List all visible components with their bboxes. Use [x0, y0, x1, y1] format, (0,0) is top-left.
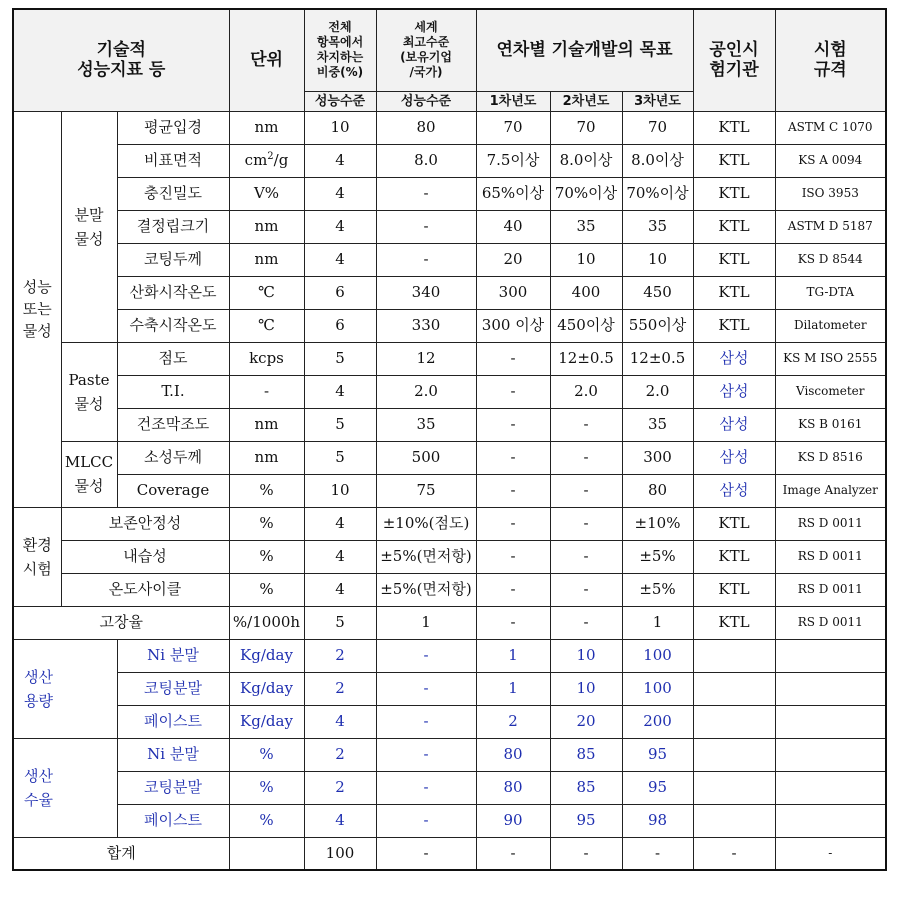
- year2-value: 35: [550, 210, 622, 243]
- world-value: 75: [376, 474, 476, 507]
- year2-value: 8.0이상: [550, 144, 622, 177]
- cert-institute: KTL: [693, 177, 775, 210]
- weight: 5: [304, 606, 376, 639]
- weight-total: 100: [304, 837, 376, 870]
- weight: 6: [304, 309, 376, 342]
- cert-institute: [693, 738, 775, 771]
- year2-value: -: [550, 606, 622, 639]
- year3-value: 8.0이상: [622, 144, 693, 177]
- year3-value: 35: [622, 408, 693, 441]
- table-row: [13, 210, 886, 243]
- test-standard: [775, 705, 886, 738]
- test-standard: TG-DTA: [775, 276, 886, 309]
- unit: nm: [229, 243, 304, 276]
- item-name: 결정립크기: [117, 210, 229, 243]
- weight: 5: [304, 408, 376, 441]
- year1-value: -: [476, 441, 550, 474]
- year2-value: 400: [550, 276, 622, 309]
- test-standard: -: [775, 837, 886, 870]
- test-standard: KS B 0161: [775, 408, 886, 441]
- cert-institute: KTL: [693, 309, 775, 342]
- table-row: [13, 276, 886, 309]
- world-value: -: [376, 771, 476, 804]
- year2-value: 70%이상: [550, 177, 622, 210]
- year1-value: -: [476, 408, 550, 441]
- world-value: -: [376, 210, 476, 243]
- table-row: [13, 573, 886, 606]
- year1-header: 1차년도: [476, 91, 550, 111]
- unit: %: [229, 507, 304, 540]
- year2-value: 85: [550, 771, 622, 804]
- test-standard: Image Analyzer: [775, 474, 886, 507]
- table-row: [13, 804, 886, 837]
- weight: 4: [304, 243, 376, 276]
- world-value: -: [376, 804, 476, 837]
- world-value: -: [376, 837, 476, 870]
- test-standard-header: 시험 규격: [775, 9, 886, 111]
- year3-value: 10: [622, 243, 693, 276]
- year3-value: 70%이상: [622, 177, 693, 210]
- world-value: 8.0: [376, 144, 476, 177]
- year1-value: 90: [476, 804, 550, 837]
- weight: 4: [304, 804, 376, 837]
- weight: 5: [304, 342, 376, 375]
- year3-value: 450: [622, 276, 693, 309]
- unit: %: [229, 738, 304, 771]
- year3-header: 3차년도: [622, 91, 693, 111]
- cert-institute: 삼성: [693, 441, 775, 474]
- year2-value: 450이상: [550, 309, 622, 342]
- year1-value: -: [476, 606, 550, 639]
- unit: kcps: [229, 342, 304, 375]
- cert-institute: [693, 705, 775, 738]
- unit: nm: [229, 111, 304, 144]
- table-row: [13, 408, 886, 441]
- cert-institute: KTL: [693, 111, 775, 144]
- cert-institute: [693, 639, 775, 672]
- world-value: -: [376, 639, 476, 672]
- table-row: [13, 540, 886, 573]
- year3-value: 200: [622, 705, 693, 738]
- unit: V%: [229, 177, 304, 210]
- world-value: 35: [376, 408, 476, 441]
- table-row: [13, 771, 886, 804]
- unit: -: [229, 375, 304, 408]
- year1-value: -: [476, 837, 550, 870]
- year2-value: 10: [550, 243, 622, 276]
- test-standard: RS D 0011: [775, 540, 886, 573]
- item-name: 소성두께: [117, 441, 229, 474]
- year1-value: -: [476, 474, 550, 507]
- item-name: 건조막조도: [117, 408, 229, 441]
- test-standard: ASTM C 1070: [775, 111, 886, 144]
- year1-value: -: [476, 540, 550, 573]
- year3-value: 100: [622, 672, 693, 705]
- year1-value: 1: [476, 672, 550, 705]
- year1-value: 70: [476, 111, 550, 144]
- cert-institute: KTL: [693, 573, 775, 606]
- table-row: [13, 705, 886, 738]
- year3-value: ±5%: [622, 573, 693, 606]
- year1-value: -: [476, 507, 550, 540]
- year1-value: 1: [476, 639, 550, 672]
- cert-institute: KTL: [693, 276, 775, 309]
- unit: [229, 837, 304, 870]
- year3-value: 12±0.5: [622, 342, 693, 375]
- weight: 4: [304, 705, 376, 738]
- item-name: T.I.: [117, 375, 229, 408]
- world-value: ±5%(면저항): [376, 540, 476, 573]
- group-production-capacity: 생산 용량: [13, 639, 117, 738]
- world-value: 2.0: [376, 375, 476, 408]
- year2-value: 12±0.5: [550, 342, 622, 375]
- cert-institute: KTL: [693, 210, 775, 243]
- year3-value: 95: [622, 771, 693, 804]
- world-value: -: [376, 177, 476, 210]
- year2-value: -: [550, 441, 622, 474]
- table-row: [13, 375, 886, 408]
- weight: 10: [304, 474, 376, 507]
- cert-institute: -: [693, 837, 775, 870]
- cert-institute: 삼성: [693, 474, 775, 507]
- item-name: 페이스트: [117, 705, 229, 738]
- yearly-target-header: 연차별 기술개발의 목표: [476, 9, 693, 91]
- test-standard: RS D 0011: [775, 606, 886, 639]
- year2-value: -: [550, 474, 622, 507]
- cert-institute: KTL: [693, 540, 775, 573]
- year3-value: 80: [622, 474, 693, 507]
- year1-value: 2: [476, 705, 550, 738]
- weight: 5: [304, 441, 376, 474]
- year2-value: -: [550, 573, 622, 606]
- world-value: 1: [376, 606, 476, 639]
- year1-value: 20: [476, 243, 550, 276]
- weight: 4: [304, 573, 376, 606]
- test-standard: [775, 672, 886, 705]
- group-powder: 분말 물성: [61, 111, 117, 342]
- weight: 6: [304, 276, 376, 309]
- table-row: [13, 177, 886, 210]
- world-value: 80: [376, 111, 476, 144]
- weight: 4: [304, 144, 376, 177]
- year2-value: 95: [550, 804, 622, 837]
- test-standard: [775, 804, 886, 837]
- cert-institute: 삼성: [693, 375, 775, 408]
- unit: Kg/day: [229, 672, 304, 705]
- year3-value: ±10%: [622, 507, 693, 540]
- year2-value: 85: [550, 738, 622, 771]
- table-row: [13, 243, 886, 276]
- item-name: 온도사이클: [61, 573, 229, 606]
- test-standard: ASTM D 5187: [775, 210, 886, 243]
- unit-header: 단위: [229, 9, 304, 111]
- total-label: 합계: [13, 837, 229, 870]
- table-row: [13, 309, 886, 342]
- year1-value: -: [476, 342, 550, 375]
- test-standard: Dilatometer: [775, 309, 886, 342]
- test-standard: RS D 0011: [775, 507, 886, 540]
- unit: nm: [229, 408, 304, 441]
- year2-value: -: [550, 507, 622, 540]
- test-standard: ISO 3953: [775, 177, 886, 210]
- world-value: ±10%(점도): [376, 507, 476, 540]
- table-row: [13, 507, 886, 540]
- group-environment: 환경 시험: [13, 507, 61, 606]
- item-name: Ni 분말: [117, 738, 229, 771]
- unit: Kg/day: [229, 639, 304, 672]
- year1-value: -: [476, 573, 550, 606]
- test-standard: KS D 8516: [775, 441, 886, 474]
- world-value: -: [376, 672, 476, 705]
- weight: 2: [304, 738, 376, 771]
- cert-institute: [693, 672, 775, 705]
- tech-indicator-header: 기술적 성능지표 등: [13, 9, 229, 111]
- unit: ℃: [229, 309, 304, 342]
- item-name: 보존안정성: [61, 507, 229, 540]
- unit: %: [229, 804, 304, 837]
- weight: 4: [304, 177, 376, 210]
- year3-value: 1: [622, 606, 693, 639]
- weight: 2: [304, 639, 376, 672]
- test-standard: [775, 771, 886, 804]
- year1-value: 7.5이상: [476, 144, 550, 177]
- year1-value: 80: [476, 738, 550, 771]
- world-value: -: [376, 705, 476, 738]
- cert-institute: 삼성: [693, 342, 775, 375]
- year2-value: 2.0: [550, 375, 622, 408]
- unit: ℃: [229, 276, 304, 309]
- test-standard: RS D 0011: [775, 573, 886, 606]
- world-value: -: [376, 243, 476, 276]
- weight: 4: [304, 375, 376, 408]
- year3-value: 98: [622, 804, 693, 837]
- item-name: 점도: [117, 342, 229, 375]
- cert-institute: 삼성: [693, 408, 775, 441]
- year3-value: 95: [622, 738, 693, 771]
- world-perf-level-header: 성능수준: [376, 91, 476, 111]
- test-standard: Viscometer: [775, 375, 886, 408]
- year2-value: 20: [550, 705, 622, 738]
- perf-level-header: 성능수준: [304, 91, 376, 111]
- year2-value: 10: [550, 639, 622, 672]
- year3-value: ±5%: [622, 540, 693, 573]
- test-standard: [775, 738, 886, 771]
- item-name: 고장율: [13, 606, 229, 639]
- table-row: [13, 144, 886, 177]
- unit: %: [229, 771, 304, 804]
- world-value: ±5%(면저항): [376, 573, 476, 606]
- year2-value: -: [550, 408, 622, 441]
- unit: %: [229, 540, 304, 573]
- cert-institute: [693, 804, 775, 837]
- item-name: 코팅분말: [117, 672, 229, 705]
- year2-value: -: [550, 540, 622, 573]
- test-standard: KS A 0094: [775, 144, 886, 177]
- item-name: 코팅분말: [117, 771, 229, 804]
- year3-value: 100: [622, 639, 693, 672]
- unit: Kg/day: [229, 705, 304, 738]
- weight: 2: [304, 672, 376, 705]
- cert-institute: [693, 771, 775, 804]
- item-name: 페이스트: [117, 804, 229, 837]
- year3-value: 35: [622, 210, 693, 243]
- year1-value: 300 이상: [476, 309, 550, 342]
- world-value: -: [376, 738, 476, 771]
- test-standard: KS D 8544: [775, 243, 886, 276]
- table-row: [13, 837, 886, 870]
- item-name: 비표면적: [117, 144, 229, 177]
- weight-header: 전체 항목에서 차지하는 비중(%): [304, 9, 376, 91]
- group-paste: Paste 물성: [61, 342, 117, 441]
- group-performance: 성능 또는 물성: [13, 111, 61, 507]
- weight: 4: [304, 507, 376, 540]
- unit: %: [229, 474, 304, 507]
- table-row: [13, 474, 886, 507]
- weight: 2: [304, 771, 376, 804]
- table-row: [13, 606, 886, 639]
- item-name: 평균입경: [117, 111, 229, 144]
- year2-value: 10: [550, 672, 622, 705]
- weight: 4: [304, 210, 376, 243]
- year3-value: 2.0: [622, 375, 693, 408]
- year1-value: 65%이상: [476, 177, 550, 210]
- cert-institute: KTL: [693, 243, 775, 276]
- item-name: 수축시작온도: [117, 309, 229, 342]
- year3-value: 550이상: [622, 309, 693, 342]
- group-mlcc: MLCC 물성: [61, 441, 117, 507]
- table-row: [13, 672, 886, 705]
- table-row: [13, 342, 886, 375]
- year3-value: -: [622, 837, 693, 870]
- world-value: 12: [376, 342, 476, 375]
- table-row: [13, 639, 886, 672]
- item-name: 산화시작온도: [117, 276, 229, 309]
- year2-value: -: [550, 837, 622, 870]
- weight: 4: [304, 540, 376, 573]
- table-row: [13, 111, 886, 144]
- table-row: [13, 441, 886, 474]
- item-name: Ni 분말: [117, 639, 229, 672]
- world-value: 340: [376, 276, 476, 309]
- year3-value: 70: [622, 111, 693, 144]
- test-standard: [775, 639, 886, 672]
- performance-spec-table: [12, 8, 887, 871]
- year1-value: 40: [476, 210, 550, 243]
- year1-value: 300: [476, 276, 550, 309]
- cert-institute: KTL: [693, 144, 775, 177]
- year2-value: 70: [550, 111, 622, 144]
- cert-institute-header: 공인시 험기관: [693, 9, 775, 111]
- group-production-yield: 생산 수율: [13, 738, 117, 837]
- item-name: 코팅두께: [117, 243, 229, 276]
- world-value: 330: [376, 309, 476, 342]
- world-value: 500: [376, 441, 476, 474]
- year3-value: 300: [622, 441, 693, 474]
- item-name: 충진밀도: [117, 177, 229, 210]
- weight: 10: [304, 111, 376, 144]
- test-standard: KS M ISO 2555: [775, 342, 886, 375]
- unit: %: [229, 573, 304, 606]
- item-name: Coverage: [117, 474, 229, 507]
- cert-institute: KTL: [693, 507, 775, 540]
- year1-value: 80: [476, 771, 550, 804]
- unit: nm: [229, 441, 304, 474]
- world-best-header: 세계 최고수준 (보유기업 /국가): [376, 9, 476, 91]
- cert-institute: KTL: [693, 606, 775, 639]
- table-row: [13, 738, 886, 771]
- item-name: 내습성: [61, 540, 229, 573]
- unit: nm: [229, 210, 304, 243]
- unit: $cm^2/g$: [229, 144, 304, 177]
- year2-header: 2차년도: [550, 91, 622, 111]
- year1-value: -: [476, 375, 550, 408]
- unit: %/1000h: [229, 606, 304, 639]
